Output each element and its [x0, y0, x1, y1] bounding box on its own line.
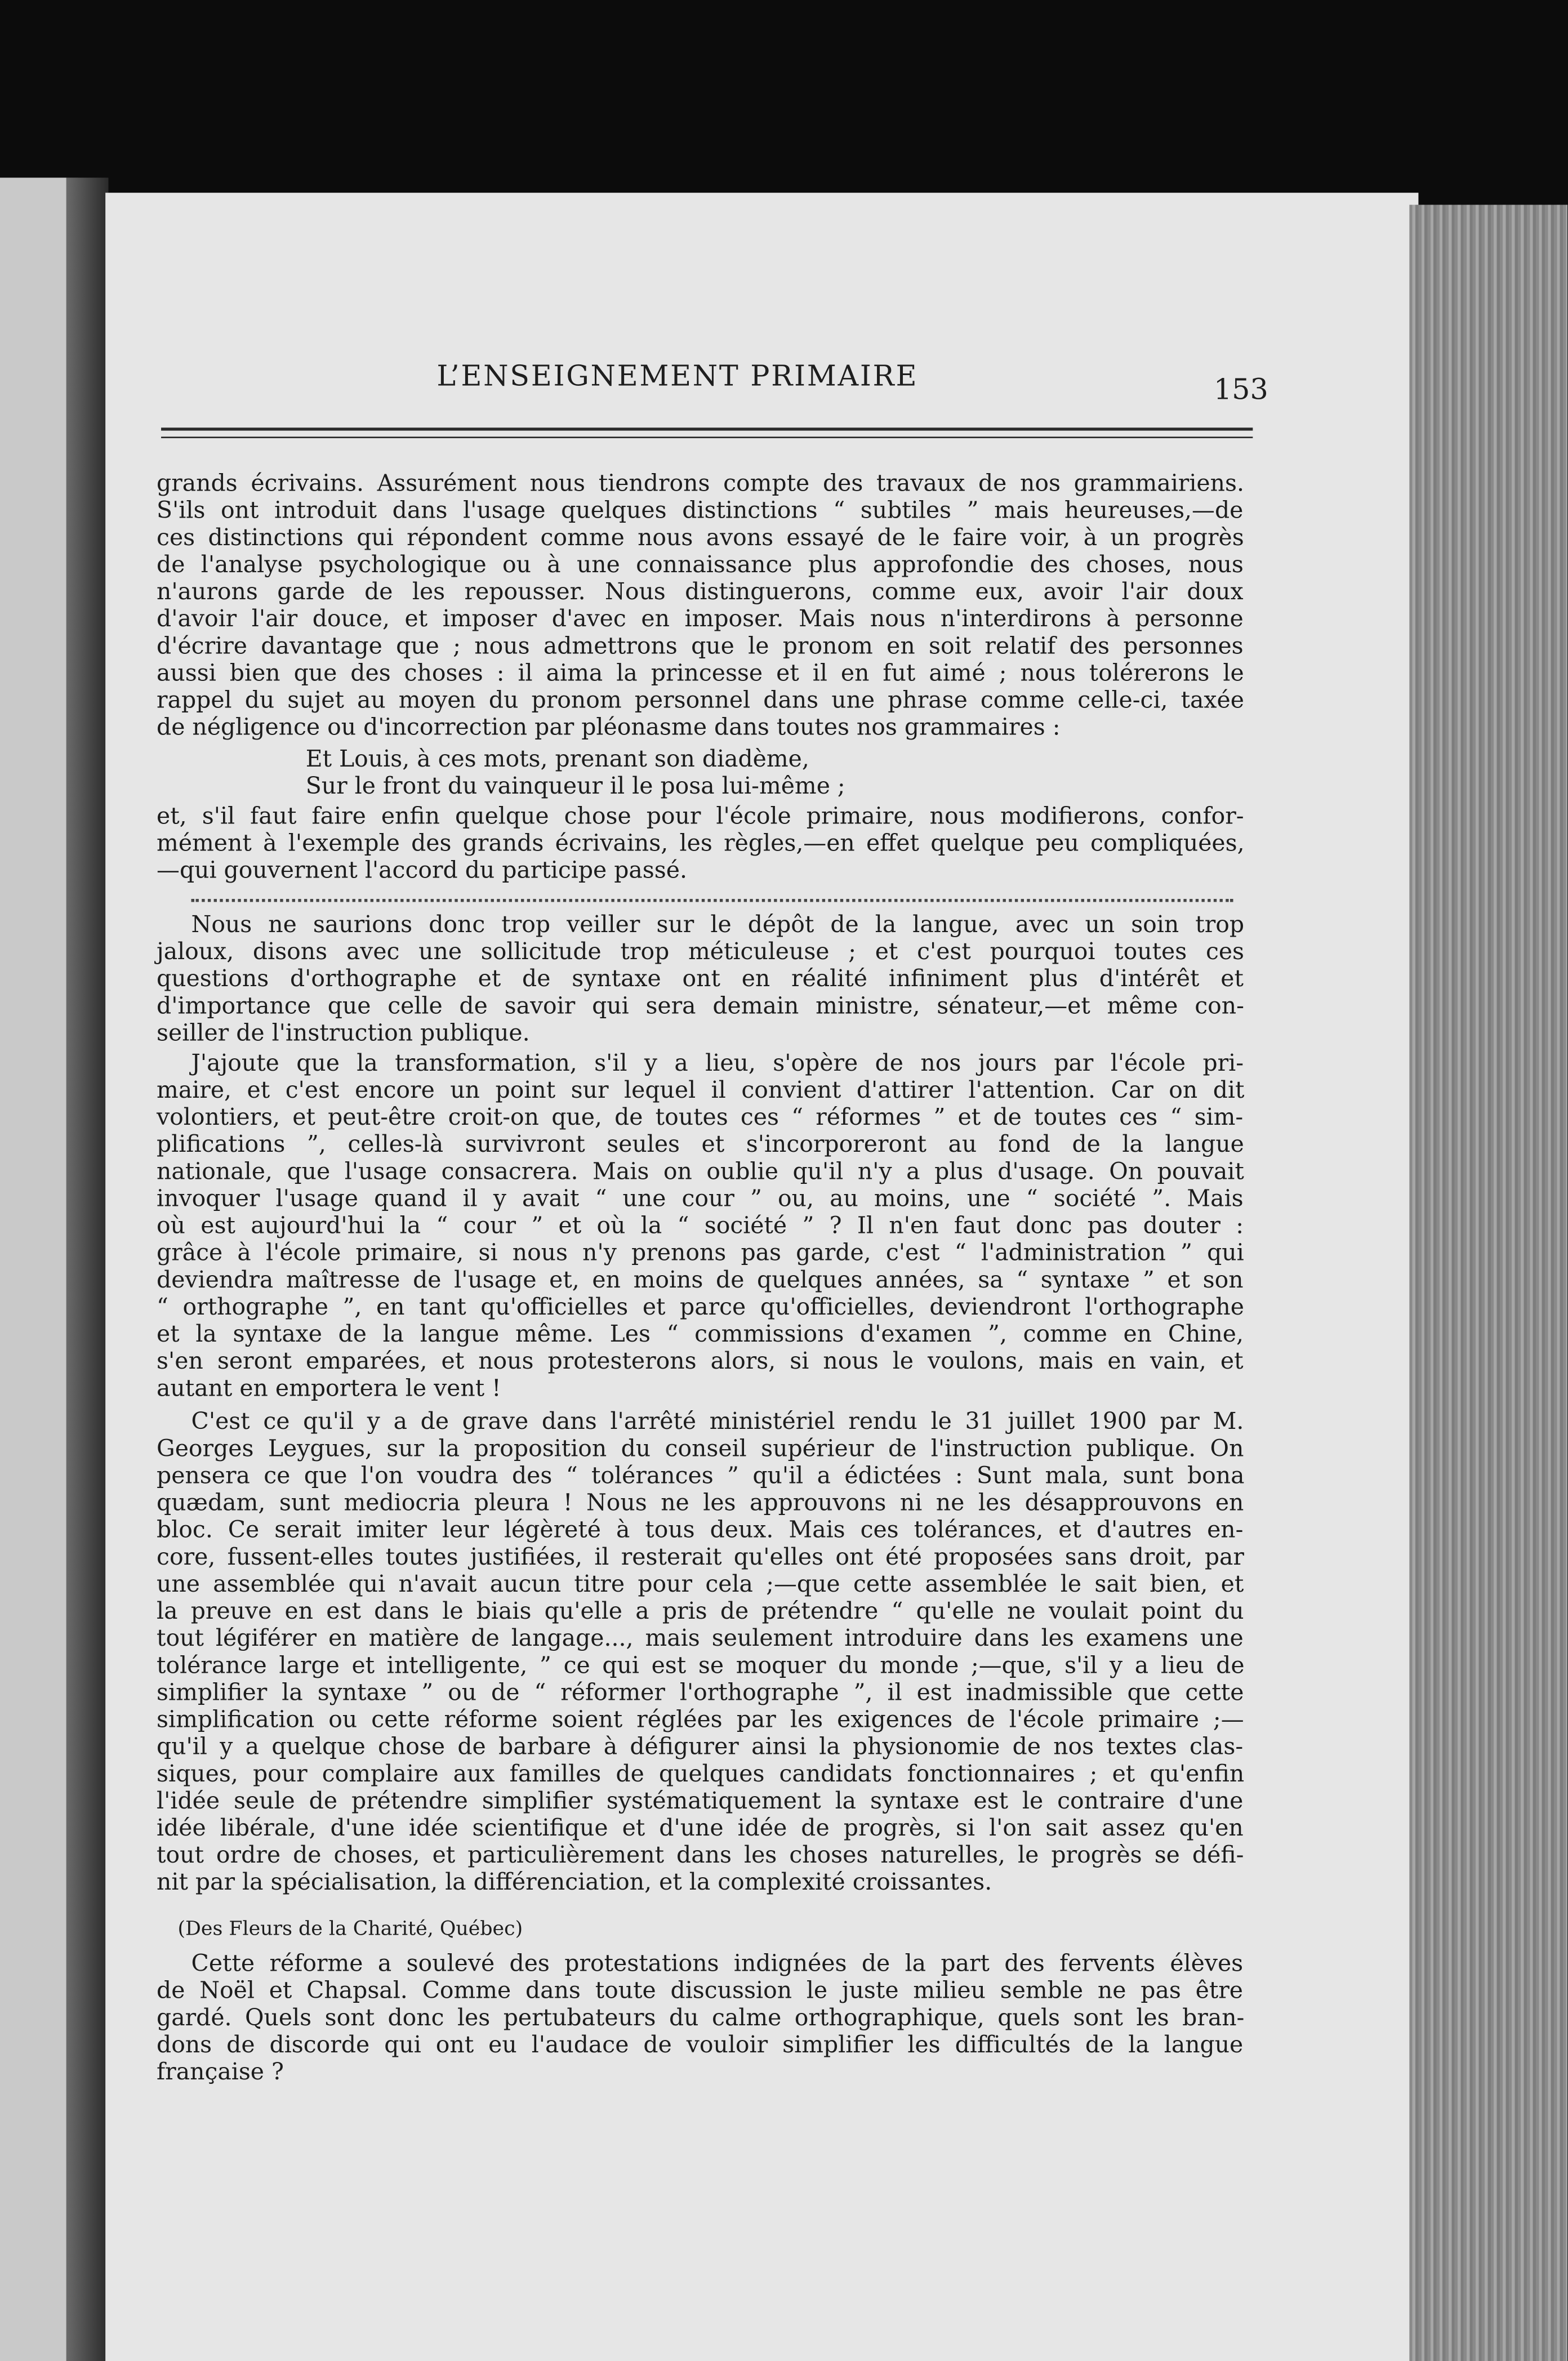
text-line: aussi bien que des choses : il aima la princesse et il en fut aimé ; nous tolérerons le	[157, 659, 1244, 687]
text-line: la preuve en est dans le biais qu'elle a pris de prétendre “ qu'elle ne voulait point du	[157, 1597, 1244, 1625]
text-line: deviendra maîtresse de l'usage et, en moins de quelques années, sa “ syntaxe ” et son	[157, 1266, 1244, 1294]
text-line: “ orthographe ”, en tant qu'officielles et parce qu'officielles, deviendront l'orthographe	[157, 1293, 1244, 1321]
text-line: S'ils ont introduit dans l'usage quelques distinctions “ subtiles ” mais heureuses,—de	[157, 497, 1244, 524]
text-line: de négligence ou d'incorrection par pléonasme dans toutes nos grammaires :	[157, 714, 1061, 741]
text-line: mément à l'exemple des grands écrivains, les règles,—en effet quelque peu compliquées,	[157, 830, 1245, 857]
text-line: où est aujourd'hui la “ cour ” et où la “ société ” ? Il n'en faut donc pas douter :	[157, 1212, 1244, 1240]
text-line: tout légiférer en matière de langage..., mais seulement introduire dans les examens une	[157, 1624, 1244, 1652]
text-line: d'écrire davantage que ; nous admettrons que le pronom en soit relatif des personnes	[157, 632, 1244, 660]
text-line: de Noël et Chapsal. Comme dans toute discussion le juste milieu semble ne pas être	[157, 1977, 1244, 2004]
text-line: Et Louis, à ces mots, prenant son diadème,	[305, 745, 809, 773]
text-line: grâce à l'école primaire, si nous n'y prenons pas garde, c'est “ l'administration ” qui	[157, 1239, 1244, 1267]
text-line: l'idée seule de prétendre simplifier systématiquement la syntaxe est le contraire d'une	[157, 1787, 1244, 1815]
header-rule-top	[161, 427, 1253, 430]
text-line: ces distinctions qui répondent comme nous avons essayé de le faire voir, à un progrès	[157, 524, 1244, 551]
text-line: core, fussent-elles toutes justifiées, il resterait qu'elles ont été proposées sans droit, par	[157, 1543, 1244, 1571]
text-line: volontiers, et peut-être croit-on que, de toutes ces “ réformes ” et de toutes ces “ sim-	[157, 1103, 1244, 1131]
text-line: autant en emportera le vent !	[157, 1374, 501, 1402]
text-line: tout ordre de choses, et particulièrement dans les choses naturelles, le progrès se défi-	[157, 1841, 1244, 1869]
text-line: C'est ce qu'il y a de grave dans l'arrêté ministériel rendu le 31 juillet 1900 par M.	[191, 1407, 1244, 1435]
text-line: Nous ne saurions donc trop veiller sur le dépôt de la langue, avec un soin trop	[191, 911, 1245, 938]
text-line: nit par la spécialisation, la différenciation, et la complexité croissantes.	[157, 1868, 992, 1896]
text-line: maire, et c'est encore un point sur lequel il convient d'attirer l'attention. Car on dit	[157, 1076, 1245, 1104]
text-line: et, s'il faut faire enfin quelque chose pour l'école primaire, nous modifierons, confor-	[157, 802, 1244, 830]
text-line: d'avoir l'air douce, et imposer d'avec en imposer. Mais nous n'interdirons à personne	[157, 605, 1244, 632]
dotted-separator	[191, 899, 1233, 902]
text-line: qu'il y a quelque chose de barbare à défigurer ainsi la physionomie de nos textes clas-	[157, 1733, 1244, 1761]
text-line: rappel du sujet au moyen du pronom personnel dans une phrase comme celle-ci, taxée	[157, 687, 1244, 714]
text-line: de l'analyse psychologique ou à une connaissance plus approfondie des choses, nous	[157, 551, 1244, 578]
text-line: nationale, que l'usage consacrera. Mais on oublie qu'il n'y a plus d'usage. On pouvait	[157, 1157, 1244, 1186]
text-line: Georges Leygues, sur la proposition du conseil supérieur de l'instruction publique. On	[157, 1435, 1244, 1462]
text-line: et la syntaxe de la langue même. Les “ commissions d'examen ”, comme en Chine,	[157, 1320, 1244, 1348]
text-line: n'aurons garde de les repousser. Nous distinguerons, comme eux, avoir l'air doux	[157, 578, 1244, 605]
text-line: d'importance que celle de savoir qui sera demain ministre, sénateur,—et même con-	[157, 992, 1244, 1019]
text-line: tolérance large et intelligente, ” ce qui est se moquer du monde ;—que, s'il y a lieu de	[157, 1651, 1245, 1679]
text-line: siques, pour complaire aux familles de quelques candidats fonctionnaires ; et qu'enfin	[157, 1760, 1245, 1788]
text-line: simplifier la syntaxe ” ou de “ réformer l'orthographe ”, il est inadmissible que cette	[157, 1678, 1244, 1707]
text-line: —qui gouvernent l'accord du participe passé.	[157, 857, 687, 884]
text-line: grands écrivains. Assurément nous tiendrons compte des travaux de nos grammairiens.	[157, 470, 1244, 497]
text-line: J'ajoute que la transformation, s'il y a lieu, s'opère de nos jours par l'école pri-	[191, 1049, 1244, 1077]
page-number: 153	[1213, 373, 1268, 407]
text-line: invoquer l'usage quand il y avait “ une cour ” ou, au moins, une “ société ”. Mais	[157, 1185, 1244, 1213]
text-line: gardé. Quels sont donc les pertubateurs du calme orthographique, quels sont les bran-	[157, 2004, 1245, 2032]
text-line: questions d'orthographe et de syntaxe ont en réalité infiniment plus d'intérêt et	[157, 965, 1244, 992]
gutter-shadow	[66, 177, 109, 2361]
running-title: L’ENSEIGNEMENT PRIMAIRE	[436, 359, 919, 393]
text-line: seiller de l'instruction publique.	[157, 1019, 530, 1047]
header-rule-bottom	[161, 436, 1253, 438]
text-line: dons de discorde qui ont eu l'audace de vouloir simplifier les difficultés de la langue	[157, 2031, 1244, 2059]
text-line: idée libérale, d'une idée scientifique et d'une idée de progrès, si l'on sait assez qu'en	[157, 1814, 1244, 1842]
text-line: plifications ”, celles-là survivront seules et s'incorporeront au fond de la langue	[157, 1130, 1244, 1158]
page-stack-edge	[1409, 205, 1567, 2361]
text-line: une assemblée qui n'avait aucun titre pour cela ;—que cette assemblée le sait bien, et	[157, 1570, 1244, 1598]
text-line: s'en seront emparées, et nous protesterons alors, si nous le voulons, mais en vain, et	[157, 1347, 1244, 1375]
text-line: (Des Fleurs de la Charité, Québec)	[177, 1918, 523, 1941]
text-line: Cette réforme a soulevé des protestations indignées de la part des fervents élèves	[191, 1950, 1244, 1977]
text-line: simplification ou cette réforme soient réglées par les exigences de l'école primaire ;—	[157, 1706, 1244, 1734]
text-line: bloc. Ce serait imiter leur légèreté à tous deux. Mais ces tolérances, et d'autres en-	[157, 1516, 1244, 1544]
text-line: jaloux, disons avec une sollicitude trop méticuleuse ; et c'est pourquoi toutes ces	[157, 938, 1245, 965]
text-line: quædam, sunt mediocria pleura ! Nous ne les approuvons ni ne les désapprouvons en	[157, 1489, 1244, 1517]
text-line: pensera ce que l'on voudra des “ tolérances ” qu'il a édictées : Sunt mala, sunt bona	[157, 1462, 1245, 1490]
text-line: Sur le front du vainqueur il le posa lui-même ;	[305, 772, 845, 800]
text-line: française ?	[157, 2058, 284, 2086]
